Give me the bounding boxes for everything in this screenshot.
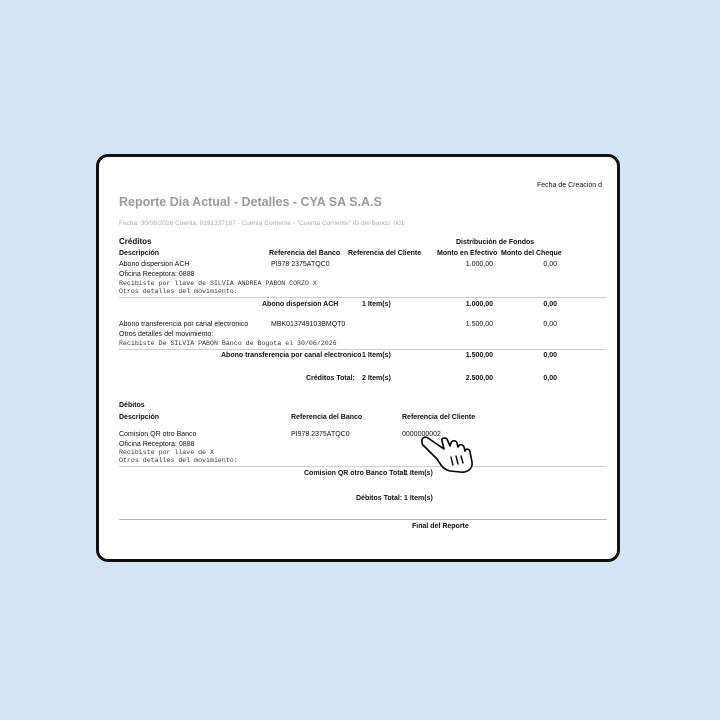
credito-2-cheque: 0,00 [543, 321, 557, 328]
credito-2-ref-banco: MBK013749103BMQT0 [271, 321, 346, 328]
credito-1-detail: Recibiste por llave de SILVIA ANDREA PABON CORZO X [119, 280, 317, 287]
credito-1-desc: Abono dispersion ACH [119, 261, 190, 268]
credito-2-efectivo: 1.500,00 [465, 321, 493, 328]
debito-1-desc: Comision QR otro Banco [119, 431, 197, 438]
creditos-total-efectivo: 2.500,00 [465, 375, 493, 382]
col-monto-efectivo: Monto en Efectivo [437, 250, 498, 257]
divider [119, 466, 607, 467]
divider [119, 519, 607, 520]
debito-1-subtotal-items: 1 Item(s) [404, 470, 433, 477]
divider [119, 297, 607, 298]
debitos-total-label: Débitos Total: [356, 495, 403, 502]
divider [119, 349, 607, 350]
report-subtitle: Fecha: 30/06/2026 Cuenta: 0191337187 - Cuenta Corriente - "Cuenta Corriente" ID del Banco: 001 [119, 220, 405, 227]
debito-1-detail: Recibiste por llave de X [119, 449, 214, 456]
debitos-heading: Débitos [119, 402, 145, 409]
credito-1-efectivo: 1.000,00 [465, 261, 493, 268]
debito-1-subtotal-label: Comision QR otro Banco Total: [304, 470, 408, 477]
credito-1-oficina: Oficina Receptora: 0888 [119, 271, 195, 278]
creditos-total-items: 2 Item(s) [362, 375, 391, 382]
report-window [96, 154, 620, 562]
distribucion-heading: Distribución de Fondos [456, 239, 535, 246]
col-descripcion: Descripción [119, 250, 160, 257]
credito-1-otros: Otros detalles del movimiento: [119, 288, 238, 295]
creditos-total-label: Créditos Total: [306, 375, 355, 382]
credito-1-subtotal-efectivo: 1.000,00 [465, 301, 493, 308]
credito-2-subtotal-cheque: 0,00 [543, 352, 557, 359]
debito-1-otros: Otros detalles del movimiento: [119, 457, 238, 464]
credito-2-subtotal-label: Abono transferencia por canal electronico [221, 352, 362, 359]
report-title: Reporte Dia Actual - Detalles - CYA SA S.A.S [119, 195, 382, 209]
debitos-col-ref-banco: Referencia del Banco [291, 414, 363, 421]
credito-1-subtotal-cheque: 0,00 [543, 301, 557, 308]
credito-2-subtotal-efectivo: 1.500,00 [465, 352, 493, 359]
creditos-total-cheque: 0,00 [543, 375, 557, 382]
credito-2-subtotal-items: 1 Item(s) [362, 352, 391, 359]
credito-2-detail: Recibiste De SILVIA PABON Banco de Bogota el 30/06/2026 [119, 340, 337, 347]
report-footer: Final del Reporte [412, 523, 469, 530]
debito-1-oficina: Oficina Receptora: 0888 [119, 441, 195, 448]
creditos-heading: Créditos [119, 237, 152, 246]
debitos-col-descripcion: Descripción [119, 414, 160, 421]
hand-pointer-icon [420, 429, 478, 475]
debitos-total-items: 1 Item(s) [404, 495, 433, 502]
credito-2-otros: Otros detalles del movimiento: [119, 331, 214, 338]
col-ref-cliente: Referencia del Cliente [348, 250, 422, 257]
credito-1-subtotal-label: Abono dispersion ACH [262, 301, 339, 308]
credito-1-cheque: 0,00 [543, 261, 557, 268]
col-ref-banco: Referencia del Banco [269, 250, 341, 257]
creation-date-label: Fecha de Creación d [537, 182, 602, 189]
debito-1-ref-banco: PI978 2375ATQC0 [291, 431, 350, 438]
credito-1-ref-banco: PI978 2375ATQC0 [271, 261, 330, 268]
col-monto-cheque: Monto del Cheque [501, 250, 562, 257]
credito-1-subtotal-items: 1 Item(s) [362, 301, 391, 308]
debito-1-ref-cliente: 0000000002 [402, 431, 441, 438]
credito-2-desc: Abono transferencia por canal electronico [119, 321, 249, 328]
debitos-col-ref-cliente: Referencia del Cliente [402, 414, 476, 421]
